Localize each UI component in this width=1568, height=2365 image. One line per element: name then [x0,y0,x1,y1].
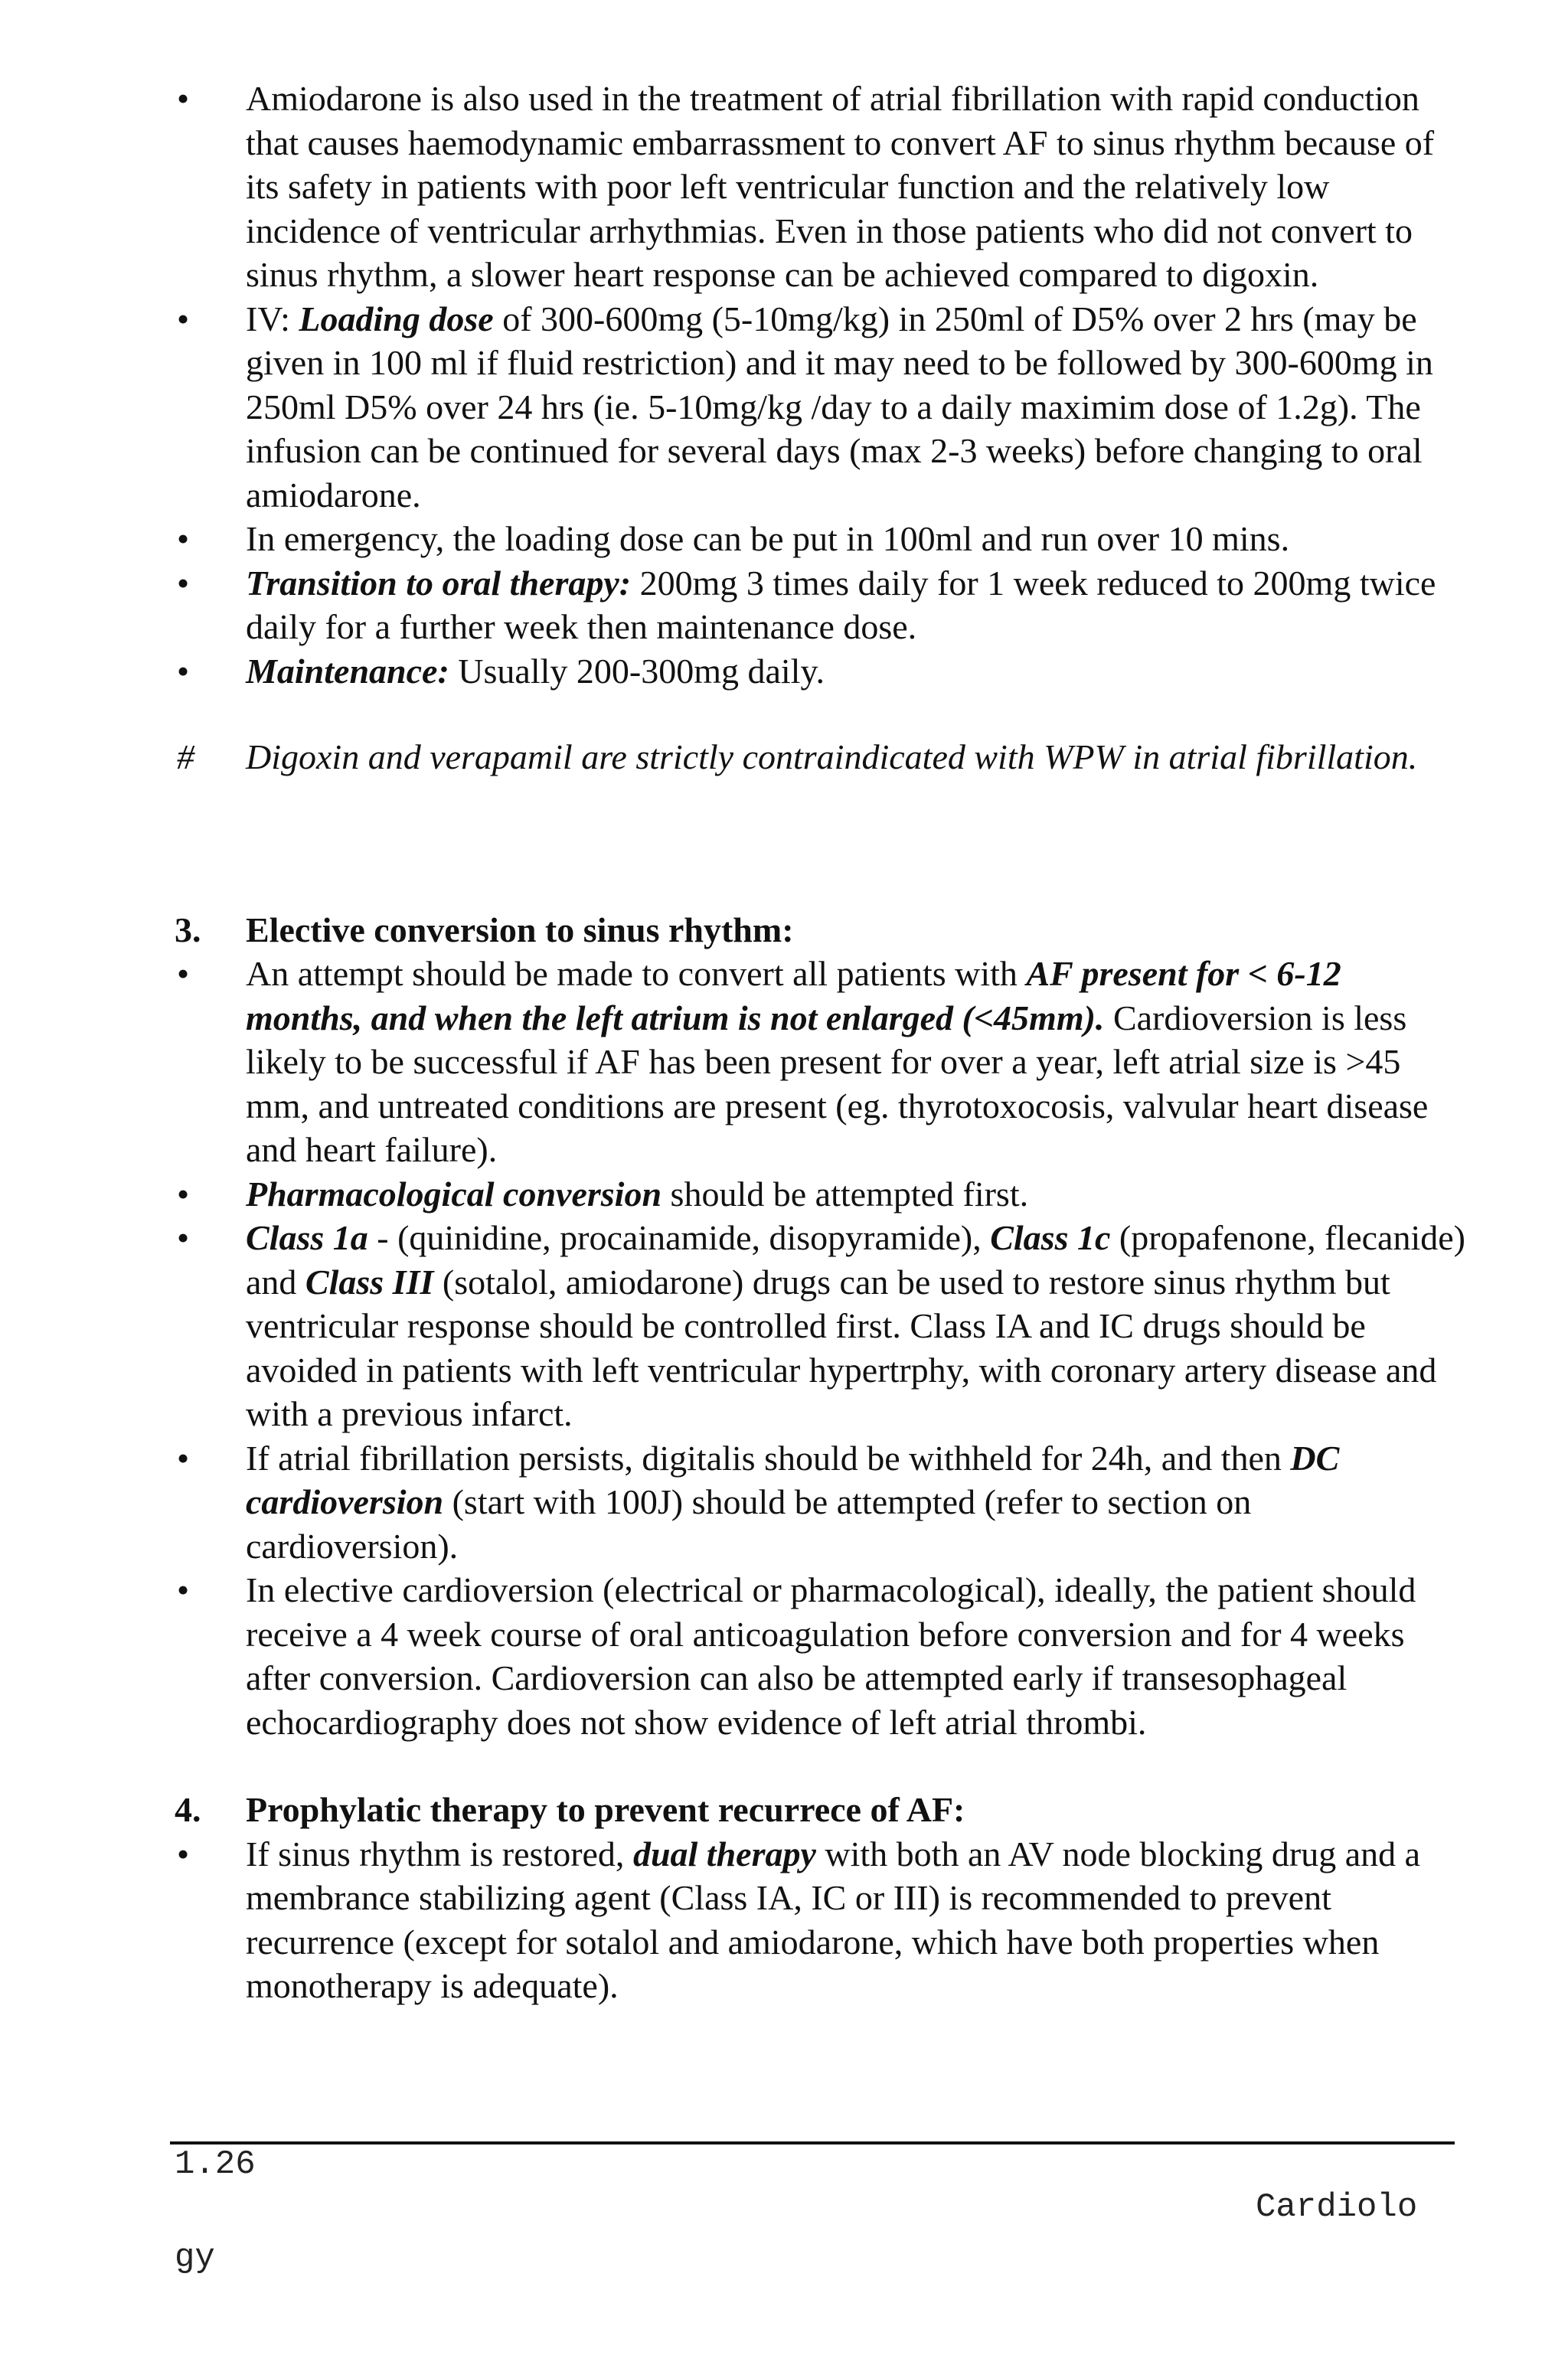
transition-emphasis: Transition to oral therapy: [246,563,632,603]
dual-therapy-text: with both an AV node blocking drug and a membrance stabilizing agent (Class IA, IC or III) is recommended to prevent recurrence (except for sotalol and amiodarone, which have both properties when monotherapy is adequate). [246,1834,1421,2005]
list-item-text [246,1568,1466,1744]
note-marker: # [177,737,194,776]
list-item-text [246,1172,1466,1217]
maintenance-text: Usually 200-300mg daily. [449,651,825,691]
section-heading [172,908,1466,952]
pharmacological-text: should be attempted first. [662,1174,1029,1214]
pharmacological-emphasis: Pharmacological conversion [246,1174,662,1214]
list-item [172,561,1466,649]
sinus-restored-text: If sinus rhythm is restored, [246,1834,633,1873]
list-item [172,297,1466,518]
list-item-text [246,1436,1466,1569]
section-title: Elective conversion to sinus rhythm: [246,910,794,949]
bullet-marker: • [177,1570,190,1609]
emergency-text: In emergency, the loading dose can be put in 100ml and run over 10 mins. [246,519,1290,558]
transition-text: 200mg 3 times daily for 1 week reduced to 200mg twice daily for a further week then maintenance dose. [246,563,1436,646]
list-item [172,1436,1466,1569]
section-number: 4. [175,1790,201,1829]
bullet-marker: • [177,1174,190,1214]
dual-therapy-emphasis: dual therapy [632,1834,816,1873]
list-item-text [246,297,1466,518]
cardioversion-likelihood-text: Cardioversion is less likely to be successful if AF has been present for over a year, left atrial size is >45 mm, and untreated conditions are present (eg. thyrotoxocosis, valvular heart disease and heart failure). [246,998,1429,1169]
list-item [172,649,1466,694]
iv-prefix: IV: [246,299,299,338]
list-item-text [246,649,1466,694]
list-item [172,517,1466,561]
list-item [172,1172,1466,1217]
anticoagulation-text: In elective cardioversion (electrical or pharmacological), ideally, the patient should receive a 4 week course of oral anticoagulation before conversion and for 4 weeks after conversion. Cardioversion can also be attempted early if transesophageal echocardiography does not show evidence of left atrial thrombi. [246,1570,1416,1742]
page-content [172,77,1466,2008]
section-title: Prophylatic therapy to prevent recurrece of AF: [246,1790,965,1829]
note-item [172,735,1466,779]
bullet-marker: • [177,79,190,118]
footer-section-title-wrap: gy [175,2239,215,2277]
dc-cardioversion-text: (start with 100J) should be attempted (refer to section on cardioversion). [246,1482,1252,1566]
list-item [172,1832,1466,2008]
spacer [172,1744,1466,1788]
maintenance-emphasis: Maintenance: [246,651,449,691]
spacer [172,779,1466,908]
loading-dose-text: of 300-600mg (5-10mg/kg) in 250ml of D5% over 2 hrs (may be given in 100 ml if fluid restriction) and it may need to be followed by 300-600mg in 250ml D5% over 24 hrs (ie. 5-10mg/kg /day to a daily maximim dose of 1.2g). The infusion can be continued for several days (max 2-3 weeks) before changing to oral amiodarone. [246,299,1433,514]
bullet-marker: • [177,299,190,338]
class-1c-emphasis: Class 1c [990,1218,1111,1257]
bullet-marker: • [177,519,190,558]
class-3-text: (sotalol, amiodarone) drugs can be used to restore sinus rhythm but ventricular response should be controlled first. Class IA and IC drugs should be avoided in patients with left ventricular hypertrphy, with coronary artery disease and with a previous infarct. [246,1262,1437,1433]
list-item [172,952,1466,1172]
list-item-text [246,952,1466,1172]
page-number: 1.26 [175,2145,256,2184]
bullet-marker: • [177,563,190,603]
list-item [172,1216,1466,1436]
section-number: 3. [175,910,201,949]
footer-rule [170,2141,1455,2145]
loading-dose-emphasis: Loading dose [299,299,494,338]
attempt-text: An attempt should be made to convert all patients with [246,954,1027,993]
class-1c-text: (propafenone, flecanide) and [246,1218,1465,1302]
bullet-marker: • [177,954,190,993]
amiodarone-af-text: Amiodarone is also used in the treatment of atrial fibrillation with rapid conduction that causes haemodynamic embarrassment to convert AF to sinus rhythm because of its safety in patients with poor left ventricular function and the relatively low incidence of ventricular arrhythmias. Even in those patients who did not convert to sinus rhythm, a slower heart response can be achieved compared to digoxin. [246,79,1435,294]
list-item [172,1568,1466,1744]
list-item-text [246,517,1466,561]
bullet-marker: • [177,651,190,691]
list-item-text [246,1216,1466,1436]
dc-cardioversion-emphasis: DC cardioversion [246,1438,1340,1521]
class-1a-text: - (quinidine, procainamide, disopyramide), [368,1218,991,1257]
class-3-emphasis: Class III [305,1262,434,1302]
digitalis-text: If atrial fibrillation persists, digitalis should be withheld for 24h, and then [246,1438,1291,1478]
section-heading [172,1788,1466,1832]
class-1a-emphasis: Class 1a [246,1218,368,1257]
bullet-marker: • [177,1438,190,1478]
bullet-marker: • [177,1834,190,1873]
list-item [172,77,1466,297]
list-item-text [246,77,1466,297]
contraindication-note: Digoxin and verapamil are strictly contraindicated with WPW in atrial fibrillation. [246,737,1418,776]
list-item-text [246,1832,1466,2008]
spacer [172,693,1466,735]
bullet-marker: • [177,1218,190,1257]
footer-section-title: Cardiolo [1256,2188,1418,2226]
af-criteria-emphasis: AF present for < 6-12 months, and when the left atrium is not enlarged (<45mm). [246,954,1341,1037]
list-item-text [246,561,1466,649]
